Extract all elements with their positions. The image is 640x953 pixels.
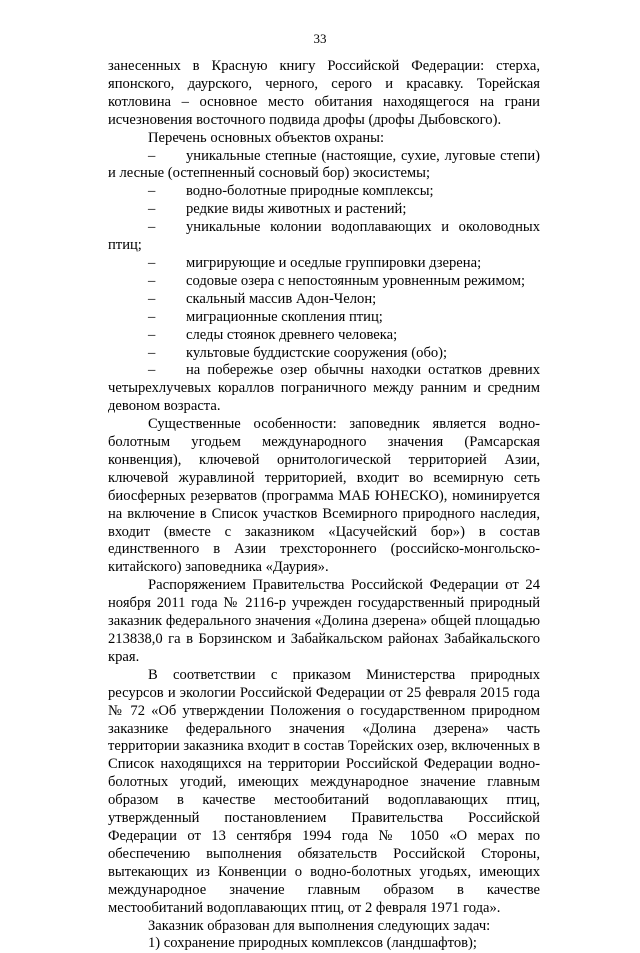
list-item-text: миграционные скопления птиц; <box>186 308 383 325</box>
list-dash: – <box>148 254 156 271</box>
list-item-text: уникальные колонии водоплавающих и околоводных птиц; <box>108 219 540 254</box>
list-item <box>108 345 540 363</box>
list-item <box>108 291 540 309</box>
protected-objects-list <box>108 148 540 417</box>
list-item-text: следы стоянок древнего человека; <box>186 326 398 343</box>
list-dash: – <box>148 344 156 361</box>
list-item <box>108 255 540 273</box>
list-dash: – <box>148 272 156 289</box>
tasks-heading: Заказник образован для выполнения следующих задач: <box>148 917 491 934</box>
list-item <box>108 273 540 291</box>
list-item <box>108 219 540 255</box>
list-item <box>108 201 540 219</box>
list-item <box>108 148 540 184</box>
paragraph-decree: Распоряжением Правительства Российской Федерации от 24 ноября 2011 года № 2116-р учрежден государственный природный заказник федерального значения «Долина дзерена» общей площадью 213838,0 га в Борзинском и Забайкальском районах Забайкальского края. <box>108 577 540 665</box>
list-dash: – <box>148 362 156 379</box>
list-item-text: культовые буддистские сооружения (обо); <box>186 344 448 361</box>
list-item <box>108 309 540 327</box>
list-item <box>108 327 540 345</box>
list-item <box>108 362 540 416</box>
document-body <box>108 58 540 953</box>
list-dash: – <box>148 326 156 343</box>
list-item-text: содовые озера с непостоянным уровненным режимом; <box>186 272 526 289</box>
list-dash: – <box>148 290 156 307</box>
paragraph-intro: занесенных в Красную книгу Российской Федерации: стерха, японского, даурского, черного, серого и красавку. Торейская котловина – основное место обитания находящегося на грани исчезновения восточного подвида дрофы (дрофы Дыбовского). <box>108 58 540 128</box>
list-item <box>108 183 540 201</box>
task-item-1: 1) сохранение природных комплексов (ландшафтов); <box>148 935 477 952</box>
list-item-text: мигрирующие и оседлые группировки дзерена; <box>186 254 482 271</box>
paragraph-order: В соответствии с приказом Министерства природных ресурсов и экологии Российской Федерации от 25 февраля 2015 года № 72 «Об утверждении Положения о государственном природном заказнике федерального значения «Долина дзерена» часть территории заказника входит в состав Торейских озер, включенных в Список находящихся на территории Российской Федерации водно-болотных угодий, имеющих международное значение главным образом в качестве местообитаний водоплавающих птиц, утвержденный постановлением Правительства Российской Федерации от 13 сентября 1994 года № 1050 «О мерах по обеспечению выполнения обязательств Российской Стороны, вытекающих из Конвенции о водно-болотных угодьях, имеющих международное значение главным образом в качестве местообитаний водоплавающих птиц, от 2 февраля 1971 года». <box>108 666 540 916</box>
list-dash: – <box>148 201 156 218</box>
objects-heading: Перечень основных объектов охраны: <box>148 129 385 146</box>
list-dash: – <box>148 183 156 200</box>
list-item-text: на побережье озер обычны находки остатков древних четырехлучевых кораллов пограничного между ранним и средним девоном возраста. <box>108 362 540 415</box>
list-item-text: уникальные степные (настоящие, сухие, луговые степи) и лесные (остепненный сосновый бор) экосистемы; <box>108 147 540 182</box>
list-item-text: скальный массив Адон-Челон; <box>186 290 377 307</box>
page-number: 33 <box>313 31 327 46</box>
list-dash: – <box>148 147 156 164</box>
list-item-text: водно-болотные природные комплексы; <box>186 183 434 200</box>
list-item-text: редкие виды животных и растений; <box>186 201 407 218</box>
list-dash: – <box>148 219 156 236</box>
paragraph-features: Существенные особенности: заповедник является водно-болотным угодьем международного значения (Рамсарская конвенция), ключевой орнитологической территорией Азии, ключевой журавлиной территорией, входит во всемирную сеть биосферных резерватов (программа МАБ ЮНЕСКО), номинируется на включение в Список участков Всемирного природного наследия, входит (вместе с заказником «Цасучейский бор») в состав единственного в Азии трехстороннего (российско-монгольско-китайского) заповедника «Даурия». <box>108 416 540 576</box>
list-dash: – <box>148 308 156 325</box>
